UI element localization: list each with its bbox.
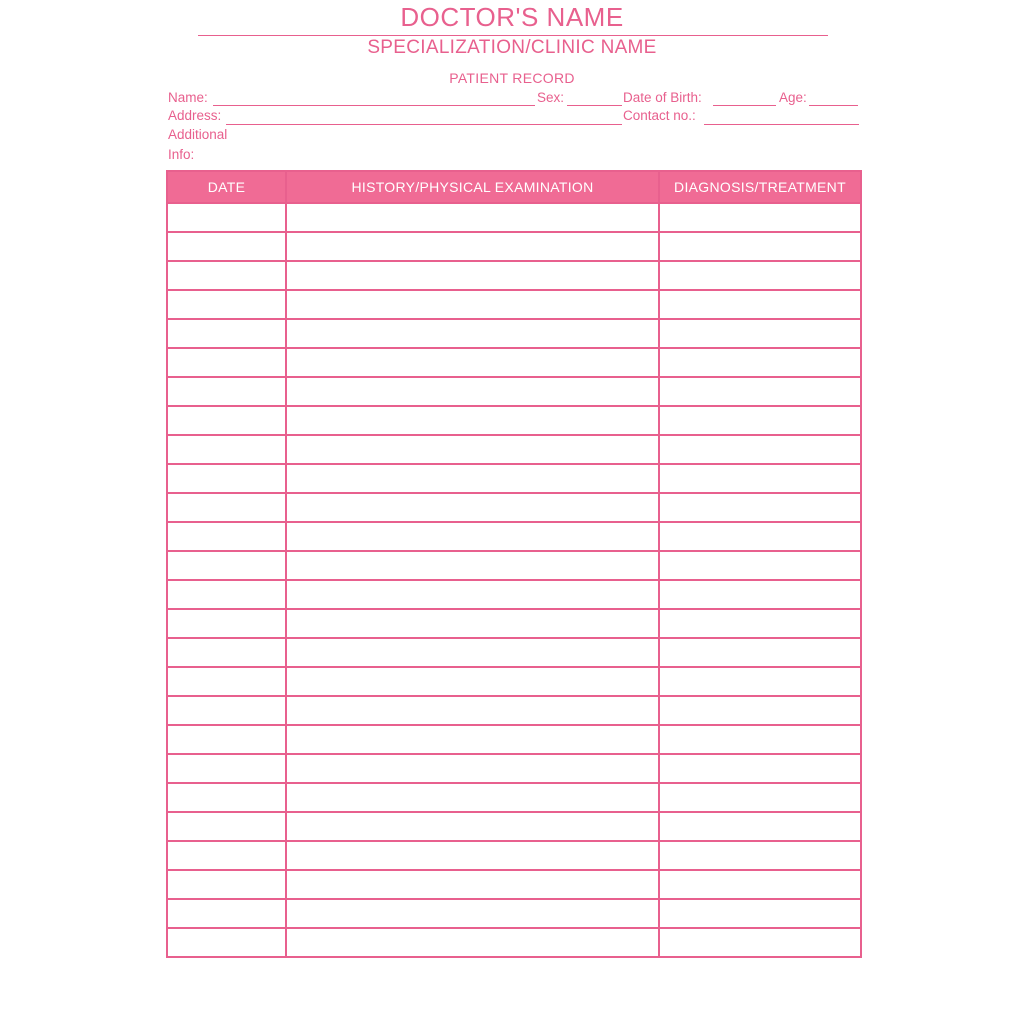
date-cell[interactable] — [167, 580, 286, 609]
diagnosis-cell[interactable] — [659, 406, 861, 435]
history-cell[interactable] — [286, 696, 659, 725]
address-field[interactable] — [226, 124, 622, 125]
table-row — [167, 232, 861, 261]
patient-record-table — [166, 170, 862, 958]
date-cell[interactable] — [167, 725, 286, 754]
date-cell[interactable] — [167, 609, 286, 638]
history-cell[interactable] — [286, 899, 659, 928]
date-cell[interactable] — [167, 348, 286, 377]
sex-label: Sex: — [537, 90, 565, 105]
history-cell[interactable] — [286, 580, 659, 609]
history-cell[interactable] — [286, 638, 659, 667]
diagnosis-cell[interactable] — [659, 725, 861, 754]
table-row — [167, 493, 861, 522]
history-cell[interactable] — [286, 928, 659, 957]
table-row — [167, 841, 861, 870]
diagnosis-cell[interactable] — [659, 580, 861, 609]
diagnosis-cell[interactable] — [659, 232, 861, 261]
history-cell[interactable] — [286, 406, 659, 435]
history-cell[interactable] — [286, 319, 659, 348]
table-row — [167, 435, 861, 464]
table-row — [167, 348, 861, 377]
date-cell[interactable] — [167, 841, 286, 870]
diagnosis-cell[interactable] — [659, 754, 861, 783]
name-field[interactable] — [213, 105, 535, 106]
patient-record-heading: PATIENT RECORD — [449, 70, 575, 86]
history-cell[interactable] — [286, 725, 659, 754]
table-row — [167, 464, 861, 493]
history-cell[interactable] — [286, 841, 659, 870]
table-row — [167, 754, 861, 783]
age-label: Age: — [779, 90, 807, 105]
table-row — [167, 522, 861, 551]
date-cell[interactable] — [167, 493, 286, 522]
history-cell[interactable] — [286, 870, 659, 899]
diagnosis-cell[interactable] — [659, 522, 861, 551]
table-row — [167, 551, 861, 580]
date-cell[interactable] — [167, 464, 286, 493]
diagnosis-cell[interactable] — [659, 203, 861, 232]
date-of-birth-label: Date of Birth: — [623, 90, 702, 105]
diagnosis-cell[interactable] — [659, 870, 861, 899]
diagnosis-cell[interactable] — [659, 290, 861, 319]
table-row — [167, 696, 861, 725]
diagnosis-cell[interactable] — [659, 696, 861, 725]
age-field[interactable] — [809, 105, 858, 106]
history-cell[interactable] — [286, 290, 659, 319]
diagnosis-cell[interactable] — [659, 841, 861, 870]
table-row — [167, 377, 861, 406]
table-row — [167, 928, 861, 957]
date-cell[interactable] — [167, 319, 286, 348]
diagnosis-cell[interactable] — [659, 348, 861, 377]
table-row — [167, 783, 861, 812]
address-label: Address: — [168, 108, 222, 123]
diagnosis-cell[interactable] — [659, 667, 861, 696]
history-cell[interactable] — [286, 551, 659, 580]
table-row — [167, 319, 861, 348]
table-row — [167, 725, 861, 754]
history-cell[interactable] — [286, 667, 659, 696]
date-cell[interactable] — [167, 667, 286, 696]
specialization-title: SPECIALIZATION/CLINIC NAME — [367, 37, 657, 58]
date-cell[interactable] — [167, 928, 286, 957]
diagnosis-cell[interactable] — [659, 638, 861, 667]
diagnosis-cell[interactable] — [659, 928, 861, 957]
diagnosis-cell[interactable] — [659, 551, 861, 580]
doctor-name-title: DOCTOR'S NAME — [400, 2, 624, 32]
table-row — [167, 406, 861, 435]
history-cell[interactable] — [286, 435, 659, 464]
date-cell[interactable] — [167, 435, 286, 464]
date-cell[interactable] — [167, 696, 286, 725]
diagnosis-cell[interactable] — [659, 493, 861, 522]
history-cell[interactable] — [286, 377, 659, 406]
date-cell[interactable] — [167, 290, 286, 319]
date-cell[interactable] — [167, 377, 286, 406]
table-row — [167, 261, 861, 290]
date-of-birth-field[interactable] — [713, 105, 776, 106]
column-header-date: DATE — [167, 171, 286, 203]
history-cell[interactable] — [286, 493, 659, 522]
diagnosis-cell[interactable] — [659, 319, 861, 348]
date-cell[interactable] — [167, 261, 286, 290]
history-cell[interactable] — [286, 232, 659, 261]
diagnosis-cell[interactable] — [659, 464, 861, 493]
date-cell[interactable] — [167, 232, 286, 261]
title-divider — [198, 35, 828, 36]
diagnosis-cell[interactable] — [659, 812, 861, 841]
info-label: Info: — [168, 147, 195, 162]
additional-label: Additional — [168, 127, 228, 142]
date-cell[interactable] — [167, 899, 286, 928]
date-cell[interactable] — [167, 551, 286, 580]
sex-field[interactable] — [567, 105, 622, 106]
history-cell[interactable] — [286, 783, 659, 812]
history-cell[interactable] — [286, 522, 659, 551]
history-cell[interactable] — [286, 812, 659, 841]
history-cell[interactable] — [286, 261, 659, 290]
date-cell[interactable] — [167, 812, 286, 841]
contact-label: Contact no.: — [623, 108, 696, 123]
contact-field[interactable] — [704, 124, 859, 125]
table-row — [167, 812, 861, 841]
diagnosis-cell[interactable] — [659, 899, 861, 928]
table-row — [167, 638, 861, 667]
diagnosis-cell[interactable] — [659, 377, 861, 406]
date-cell[interactable] — [167, 406, 286, 435]
table-row — [167, 667, 861, 696]
table-row — [167, 203, 861, 232]
history-cell[interactable] — [286, 203, 659, 232]
diagnosis-cell[interactable] — [659, 783, 861, 812]
date-cell[interactable] — [167, 203, 286, 232]
table-row — [167, 899, 861, 928]
table-header-row — [167, 171, 861, 203]
column-header-diagnosis: DIAGNOSIS/TREATMENT — [659, 171, 861, 203]
name-label: Name: — [168, 90, 208, 105]
history-cell[interactable] — [286, 464, 659, 493]
history-cell[interactable] — [286, 754, 659, 783]
table-row — [167, 609, 861, 638]
date-cell[interactable] — [167, 638, 286, 667]
history-cell[interactable] — [286, 348, 659, 377]
date-cell[interactable] — [167, 522, 286, 551]
diagnosis-cell[interactable] — [659, 609, 861, 638]
table-row — [167, 870, 861, 899]
diagnosis-cell[interactable] — [659, 261, 861, 290]
history-cell[interactable] — [286, 609, 659, 638]
date-cell[interactable] — [167, 870, 286, 899]
diagnosis-cell[interactable] — [659, 435, 861, 464]
date-cell[interactable] — [167, 783, 286, 812]
column-header-history: HISTORY/PHYSICAL EXAMINATION — [286, 171, 659, 203]
table-row — [167, 290, 861, 319]
table-row — [167, 580, 861, 609]
date-cell[interactable] — [167, 754, 286, 783]
